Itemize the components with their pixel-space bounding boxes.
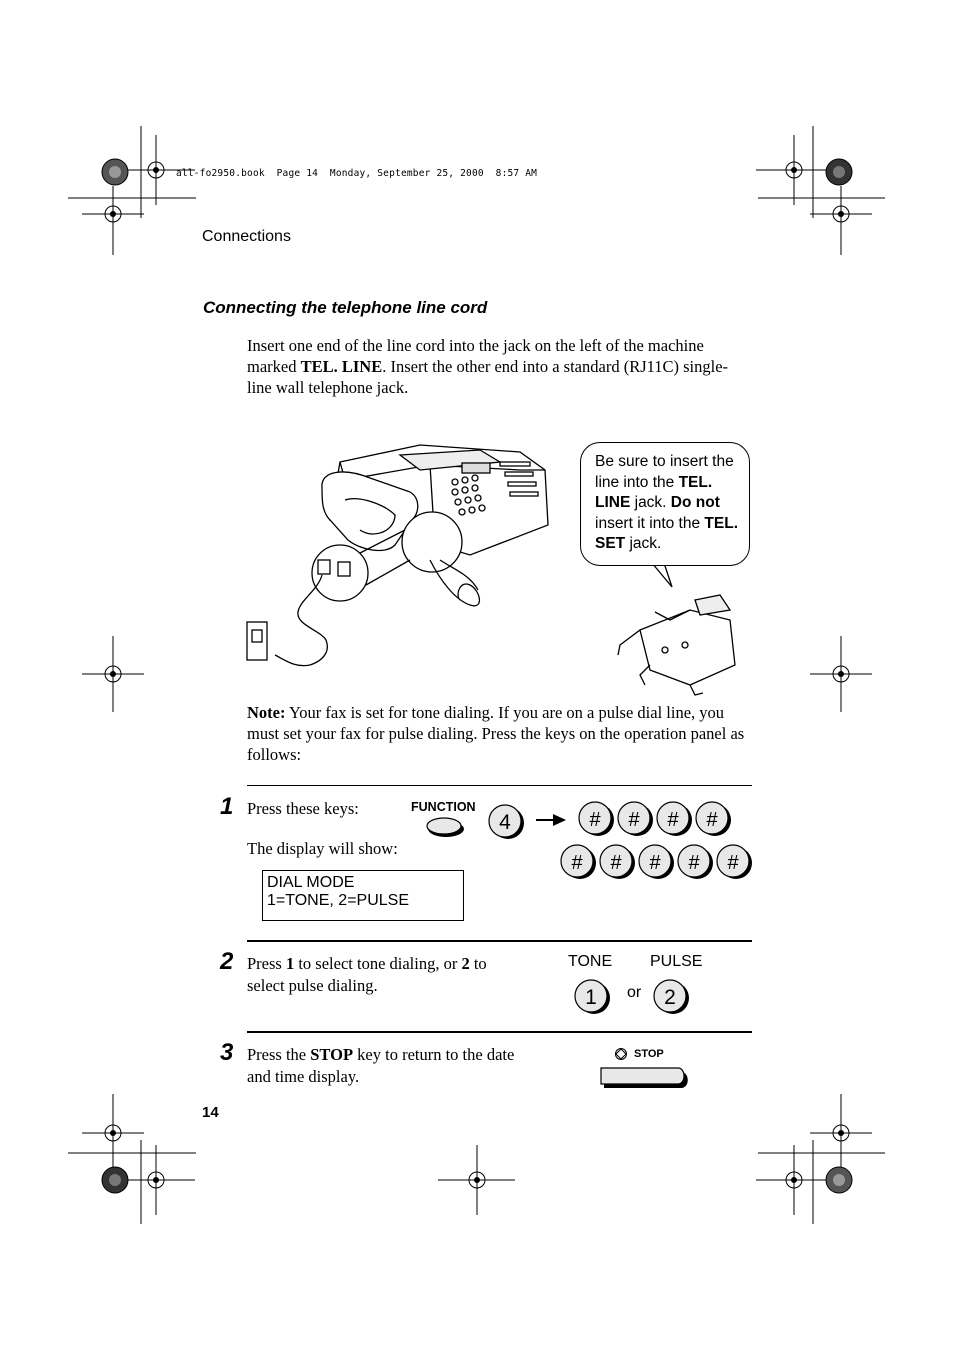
hash-key [561, 845, 596, 879]
section-header: Connections [202, 228, 291, 245]
function-key-label: FUNCTION [411, 800, 476, 814]
hash-key [579, 802, 614, 836]
hash-key [696, 802, 731, 836]
step-3-instruction: Press the STOP key to return to the date and time display. [247, 1045, 515, 1086]
book-file-info: all-fo2950.book Page 14 Monday, September 25, 2000 8:57 AM [176, 168, 538, 179]
hash-key [600, 845, 635, 879]
or-label: or [627, 984, 642, 1001]
function-key [427, 818, 464, 837]
digit-1-key-label: 1 [585, 986, 597, 1009]
step-3-number: 3 [220, 1039, 234, 1066]
step-1-instruction: Press these keys: [247, 799, 359, 818]
digit-2-key-label: 2 [664, 986, 676, 1009]
page-number: 14 [202, 1104, 219, 1121]
section-subheading: Connecting the telephone line cord [203, 298, 488, 317]
hash-key-label: # [706, 809, 718, 831]
intro-paragraph: Insert one end of the line cord into the jack on the left of the machine marked TEL. LINE. Insert the other end into a standard (RJ11C) single-line wall telephone jack. [247, 336, 729, 397]
tel-line-term: TEL. LINE [300, 357, 383, 376]
step-2-number: 2 [220, 948, 234, 975]
hash-key-label: # [667, 809, 679, 831]
hash-key [618, 802, 653, 836]
display-label: The display will show: [247, 839, 398, 858]
step-2-instruction: Press 1 to select tone dialing, or 2 to select pulse dialing. [247, 954, 487, 995]
hash-key-label: # [688, 852, 700, 874]
tone-label: TONE [568, 953, 613, 970]
hash-key [717, 845, 752, 879]
hash-key-label: # [589, 809, 601, 831]
hash-key [657, 802, 692, 836]
pulse-label: PULSE [650, 953, 703, 970]
hash-key-label: # [610, 852, 622, 874]
stop-icon [616, 1049, 627, 1060]
hash-key-label: # [727, 852, 739, 874]
hash-key-label: # [649, 852, 661, 874]
stop-key [601, 1068, 688, 1088]
note-paragraph: Note: Your fax is set for tone dialing. If you are on a pulse dial line, you must set your fax for pulse dialing. Press the keys on the operation panel as follows: [247, 703, 745, 764]
digit-2-key [654, 980, 689, 1014]
hash-key-label: # [571, 852, 583, 874]
note-label: Note: [247, 703, 286, 722]
digit-1-key [575, 980, 610, 1014]
hash-key [639, 845, 674, 879]
arrow-right-icon [536, 814, 566, 826]
hash-key-label: # [628, 809, 640, 831]
digit-4-key-label: 4 [499, 811, 511, 834]
step-1-number: 1 [220, 793, 234, 820]
lcd-display-text: DIAL MODE 1=TONE, 2=PULSE [267, 874, 409, 909]
digit-4-key [489, 805, 524, 839]
callout-text: Be sure to insert the line into the TEL. LINE jack. Do not insert it into the TEL. SET jack. [595, 453, 739, 552]
stop-key-label: STOP [634, 1048, 664, 1060]
hash-key [678, 845, 713, 879]
